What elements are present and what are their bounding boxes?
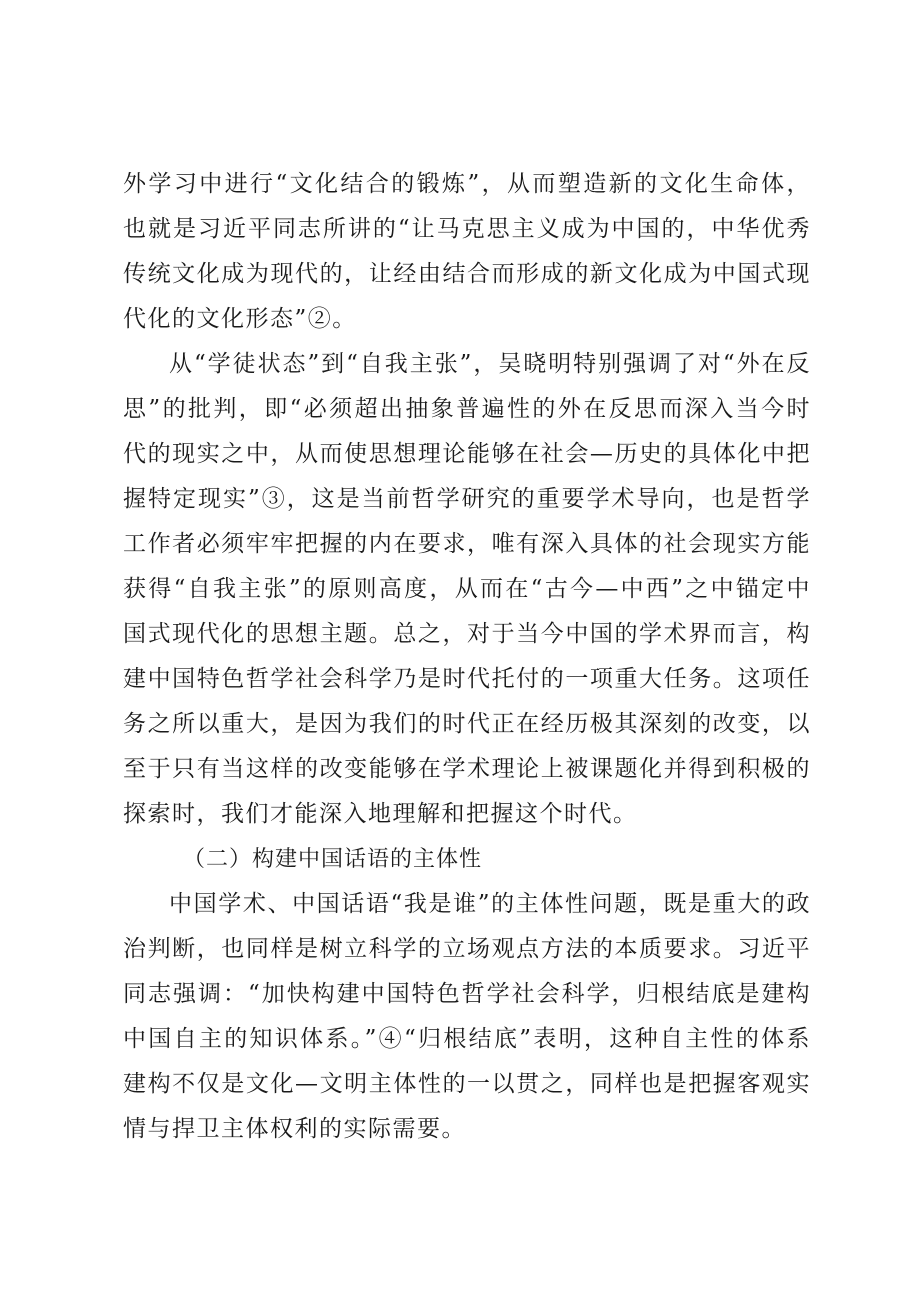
paragraph-subjectivity: 中国学术、中国话语“我是谁”的主体性问题，既是重大的政治判断，也同样是树立科学的立场观点方法的本质要求。习近平同志强调：“加快构建中国特色哲学社会科学，归根结底是建构中国自主的知识体系。”④“归根结底”表明，这种自主性的体系建构不仅是文化—文明主体性的一以贯之，同样也是把握客观实情与捍卫主体权利的实际需要。 bbox=[123, 891, 811, 1142]
document-body bbox=[123, 162, 811, 1152]
paragraph-continuation: 外学习中进行“文化结合的锻炼”，从而塑造新的文化生命体，也就是习近平同志所讲的“让马克思主义成为中国的，中华优秀传统文化成为现代的，让经由结合而形成的新文化成为中国式现代化的文化形态”②。 bbox=[123, 171, 811, 332]
section-heading: （二）构建中国话语的主体性 bbox=[183, 847, 483, 872]
paragraph-self-assertion: 从“学徒状态”到“自我主张”，吴晓明特别强调了对“外在反思”的批判，即“必须超出抽象普遍性的外在反思而深入当今时代的现实之中，从而使思想理论能够在社会—历史的具体化中把握特定现实”③，这是当前哲学研究的重要学术导向，也是哲学工作者必须牢牢把握的内在要求，唯有深入具体的社会现实方能获得“自我主张”的原则高度，从而在“古今—中西”之中锚定中国式现代化的思想主题。总之，对于当今中国的学术界而言，构建中国特色哲学社会科学乃是时代托付的一项重大任务。这项任务之所以重大，是因为我们的时代正在经历极其深刻的改变，以至于只有当这样的改变能够在学术理论上被课题化并得到积极的探索时，我们才能深入地理解和把握这个时代。 bbox=[123, 351, 811, 827]
